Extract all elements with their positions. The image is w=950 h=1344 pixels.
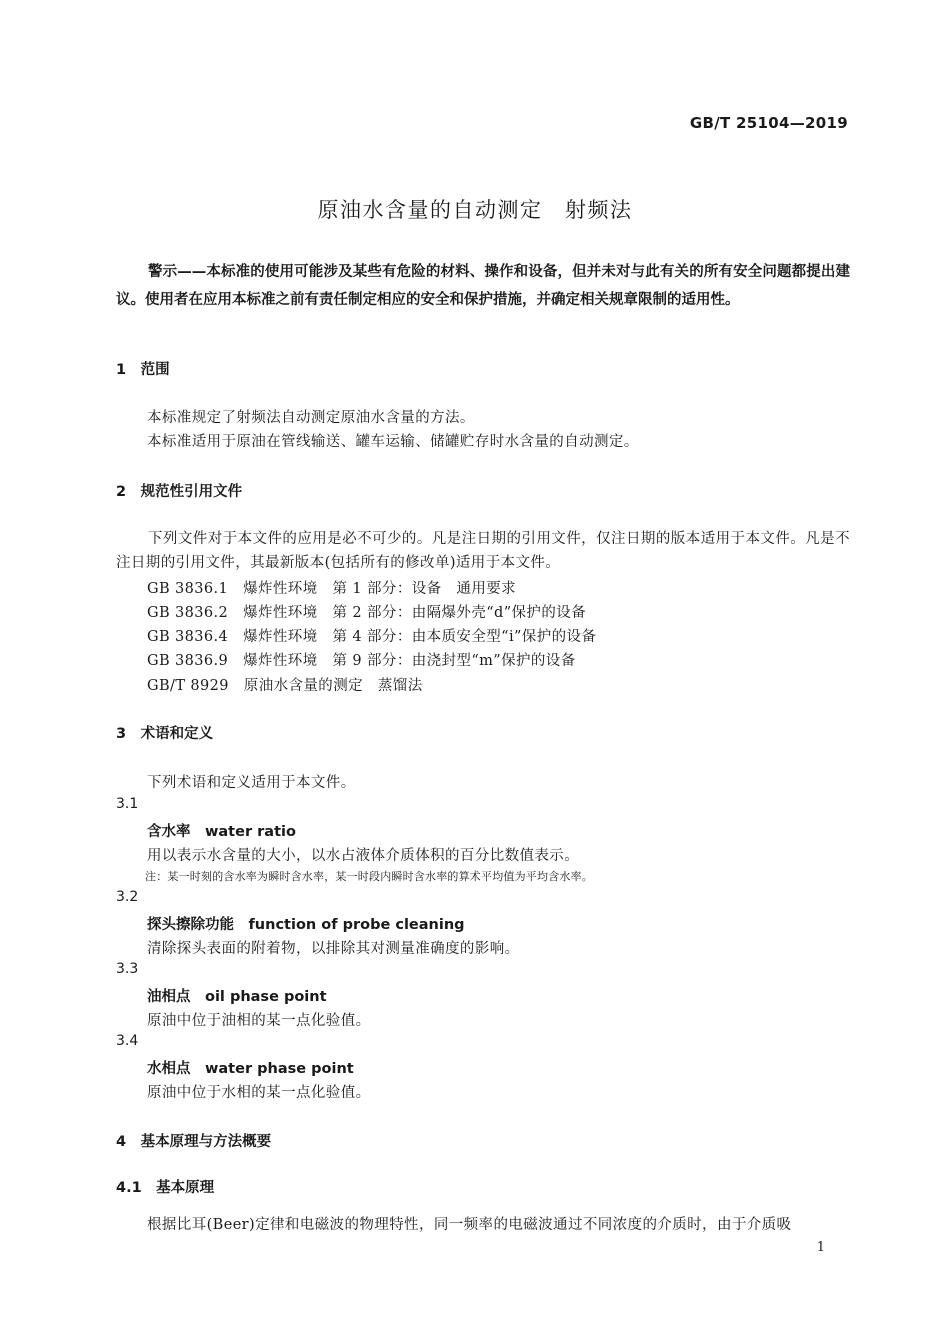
section-1-paragraph-2: 本标准适用于原油在管线输送、罐车运输、储罐贮存时水含量的自动测定。: [147, 434, 639, 450]
term-definition: 用以表示水含量的大小，以水占液体介质体积的百分比数值表示。: [147, 848, 580, 864]
section-1-heading: 1 范围: [116, 362, 170, 378]
clause-number: 3.3: [116, 961, 139, 977]
warning-paragraph: 警示——本标准的使用可能涉及某些有危险的材料、操作和设备，但并未对与此有关的所有安全问题都提出建议。使用者在应用本标准之前有责任制定相应的安全和保护措施，并确定相关规章限制的适用性。: [116, 264, 850, 308]
term-title: 探头擦除功能 function of probe cleaning: [147, 917, 465, 933]
reference-item: GB 3836.9 爆炸性环境 第 9 部分：由浇封型“m”保护的设备: [147, 653, 576, 669]
section-2-intro: 下列文件对于本文件的应用是必不可少的。凡是注日期的引用文件，仅注日期的版本适用于本文件。凡是不注日期的引用文件，其最新版本(包括所有的修改单)适用于本文件。: [116, 531, 850, 571]
term-definition: 原油中位于油相的某一点化验值。: [147, 1013, 371, 1029]
term-title: 水相点 water phase point: [147, 1061, 354, 1077]
section-3-heading: 3 术语和定义: [116, 726, 214, 742]
reference-item: GB 3836.4 爆炸性环境 第 4 部分：由本质安全型“i”保护的设备: [147, 629, 597, 645]
reference-item: GB/T 8929 原油水含量的测定 蒸馏法: [147, 678, 423, 694]
section-3-intro: 下列术语和定义适用于本文件。: [147, 775, 356, 791]
term-definition: 清除探头表面的附着物，以排除其对测量准确度的影响。: [147, 941, 520, 957]
term-definition: 原油中位于水相的某一点化验值。: [147, 1085, 371, 1101]
clause-number: 3.2: [116, 889, 139, 905]
reference-item: GB 3836.1 爆炸性环境 第 1 部分：设备 通用要求: [147, 581, 517, 597]
page-title: 原油水含量的自动测定 射频法: [317, 198, 633, 222]
reference-item: GB 3836.2 爆炸性环境 第 2 部分：由隔爆外壳“d”保护的设备: [147, 605, 587, 621]
clause-number: 3.4: [116, 1033, 139, 1049]
clause-number: 3.1: [116, 796, 139, 812]
page-number: 1: [816, 1240, 825, 1255]
term-note: 注：某一时刻的含水率为瞬时含水率，某一时段内瞬时含水率的算术平均值为平均含水率。: [145, 870, 593, 883]
term-title: 含水率 water ratio: [147, 824, 296, 840]
section-4-1-paragraph: 根据比耳(Beer)定律和电磁波的物理特性，同一频率的电磁波通过不同浓度的介质时，由于介质吸: [147, 1217, 792, 1233]
section-4-1-heading: 4.1 基本原理: [116, 1180, 215, 1196]
term-title: 油相点 oil phase point: [147, 989, 327, 1005]
section-2-heading: 2 规范性引用文件: [116, 484, 243, 500]
section-4-heading: 4 基本原理与方法概要: [116, 1134, 272, 1150]
standard-code: GB/T 25104—2019: [689, 114, 848, 132]
section-1-paragraph-1: 本标准规定了射频法自动测定原油水含量的方法。: [147, 410, 475, 426]
